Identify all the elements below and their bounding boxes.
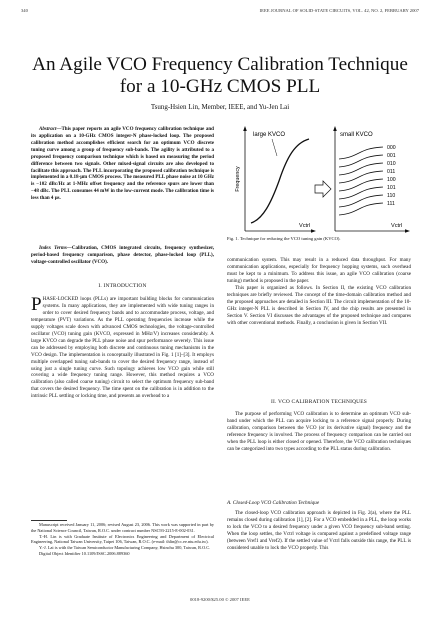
y-axis-label: Frequency	[235, 166, 241, 192]
subband-code-label: 110	[387, 193, 396, 199]
footnote-rule	[31, 520, 67, 521]
section-2-body	[227, 411, 411, 453]
footnote-line: Digital Object Identifier 10.1109/JSSC.2006.889360	[39, 550, 130, 556]
right-x-label: Vctrl	[391, 223, 403, 229]
subband-codes	[387, 145, 396, 207]
index-terms	[31, 245, 214, 266]
transform-arrow	[315, 181, 331, 197]
subband-curve	[339, 171, 383, 183]
subband-code-label: 000	[387, 145, 396, 151]
authors: Tsung-Hsien Lin, Member, IEEE, and Yu-Jen Lai	[150, 103, 290, 111]
left-kvco-label: large KVCO	[253, 132, 286, 138]
subband-code-label: 001	[387, 153, 396, 159]
intro-paragraph: HASE-LOCKED loops (PLLs) are important building blocks for communication systems. In many applications, they are implemented with wide tuning ranges in order to cover desired frequency bands and to accommodate process, voltage, and temperature (PVT) variations. As the PLL operating frequencies increase while the supply voltages scale down with advanced CMOS technologies, the voltage-controlled oscillator (VCO) tuning gain (KVCO, expressed in MHz/V) increases considerably. A large KVCO can degrade the PLL phase noise and spur performance severely. This issue can be addressed by employing both discrete and continuous tuning mechanisms in the VCO design. The implementation is conceptually illustrated in Fig. 1 [1]–[3]. It employs multiple overlapped tuning sub-bands to cover the desired frequency range, instead of using just a single tuning curve. Such topology achieves low VCO gain while still covering a wide frequency tuning range. However, this method requires a VCO calibration (also called coarse tuning) circuit to select the optimum frequency sub-band that covers the desired frequency. The time spent on the calibration is in addition to the intrinsic PLL settling or locking time, and presents an overhead to a	[31, 296, 214, 400]
copyright: 0018-9200/$25.00 © 2007 IEEE	[190, 597, 250, 602]
subband-curve	[339, 179, 383, 191]
paragraph: communication system. This may result in a reduced data throughput. For many communication applications, especially for frequency hopping systems, such overhead must be kept to a minimum. To address this issue, an agile VCO calibration (coarse tuning) method is proposed in the paper.	[227, 257, 411, 284]
subsection-body	[227, 510, 411, 552]
subband-curve	[339, 203, 383, 215]
subband-curve	[339, 187, 383, 199]
abstract	[31, 126, 214, 202]
subband-code-label: 011	[387, 169, 396, 175]
abstract-lead: Abstract	[39, 126, 57, 132]
left-y-arrow	[243, 126, 247, 131]
section-heading-introduction: I. INTRODUCTION	[98, 283, 147, 289]
subband-code-label: 100	[387, 177, 396, 183]
page-number: 340	[21, 8, 28, 13]
section-heading-vco-calibration: II. VCO CALIBRATION TECHNIQUES	[271, 399, 367, 405]
footnote-line: Manuscript received January 11, 2006; revised August 23, 2006. This work was supported in part by the National Science Council, Taiwan, R.O.C. under contract number NSC93-2215-E-002-031.	[31, 522, 214, 533]
left-label-pointer	[272, 139, 277, 156]
paragraph: The closed-loop VCO calibration approach is depicted in Fig. 2(a), where the PLL remains closed during calibration [1], [2]. For a VCO embedded in a PLL, the loop works to lock the VCO to a desired frequency under a given VCO frequency sub-band setting. When the loop settles, the Vctrl voltage is compared against a predefined voltage range (between Vref1 and Vref2). If the settled value of Vctrl falls outside this range, the PLL is considered unable to lock the VCO properly. This	[227, 510, 411, 551]
figure-caption: Fig. 1. Technique for reducing the VCO tuning gain (KVCO).	[227, 236, 341, 241]
right-kvco-label: small KVCO	[340, 132, 373, 138]
footnote-line: Y.-J. Lai is with the Taiwan Semiconductor Manufacturing Company, Hsinchu 300, Taiwan, R.O.C.	[39, 545, 211, 551]
right-column-text	[227, 257, 411, 327]
right-y-arrow	[333, 126, 337, 131]
left-x-arrow	[311, 229, 316, 233]
abstract-text: —This paper reports an agile VCO frequency calibration technique and its application on a 10-GHz CMOS integer-N phase-locked loop. The proposed calibration method accomplishes efficient search for an optimum VCO discrete tuning curve among a group of frequency sub-bands. The agility is attributed to a proposed frequency comparison technique which is based on measuring the period difference between two signals. Other mixed-signal circuits are also developed to facilitate this approach. The PLL incorporating the proposed calibration technique is implemented in a 0.18-μm CMOS process. The measured PLL phase noise at 10 GHz is −102 dBc/Hz at 1-MHz offset frequency and the reference spurs are lower than −48 dBc. The PLL consumes 44 mW in the low-current mode. The calibration time is less than 4 μs.	[31, 126, 214, 202]
paper-title: An Agile VCO Frequency Calibration Technique for a 10-GHz CMOS PLL	[32, 54, 408, 97]
subband-code-label: 010	[387, 161, 396, 167]
index-terms-lead: Index Terms	[39, 245, 67, 251]
footnote	[31, 522, 214, 557]
subband-code-label: 101	[387, 185, 396, 191]
subband-curves	[339, 147, 383, 215]
left-x-label: Vctrl	[299, 223, 311, 229]
subsection-heading: A. Closed-Loop VCO Calibration Technique	[227, 500, 320, 506]
subband-curve	[339, 155, 383, 167]
paragraph: This paper is organized as follows. In Section II, the existing VCO calibration techniques are briefly reviewed. The concept of the time-domain calibration method and the proposed approaches are detailed in Section III. The circuit implementation of the 10-GHz integer-N PLL is described in Section IV, and the chip results are presented in Section V. Section VI discusses the advantages of the proposed technique and compares with other conventional methods. Finally, a conclusion is given in Section VII.	[227, 284, 411, 326]
paragraph: The purpose of performing VCO calibration is to determine an optimum VCO sub-band under which the PLL can acquire locking to a reference signal properly. During calibration, comparison between the VCO (or its derivative signal) frequency and the reference frequency is involved. The process of frequency comparison can be carried out when the PLL loop is either closed or opened. Therefore, the VCO calibration techniques can be categorized into two types according to the PLL status during calibration.	[227, 411, 411, 452]
subband-curve	[339, 163, 383, 175]
subband-curve	[339, 195, 383, 207]
right-x-arrow	[405, 229, 410, 233]
introduction-body	[31, 296, 214, 400]
footnote-line: T.-H. Lin is with Graduate Institute of Electronics Engineering and Department of Electrical Engineering, National Taiwan University, Taipei 106, Taiwan, R.O.C. (e-mail: thlin@cc.ee.ntu.edu.tw).	[31, 533, 214, 545]
figure-1	[227, 123, 411, 238]
left-tuning-curve	[251, 139, 309, 223]
index-terms-text: —Calibration, CMOS integrated circuits, frequency synthesizer, period-based frequency comparison, phase detector, phase-locked loop (PLL), voltage-controlled oscillator (VCO).	[31, 245, 214, 265]
subband-code-label: 111	[387, 201, 395, 207]
dropcap: P	[31, 294, 42, 315]
subband-curve	[339, 147, 383, 159]
journal-header: IEEE JOURNAL OF SOLID-STATE CIRCUITS, VOL. 42, NO. 2, FEBRUARY 2007	[259, 8, 419, 13]
